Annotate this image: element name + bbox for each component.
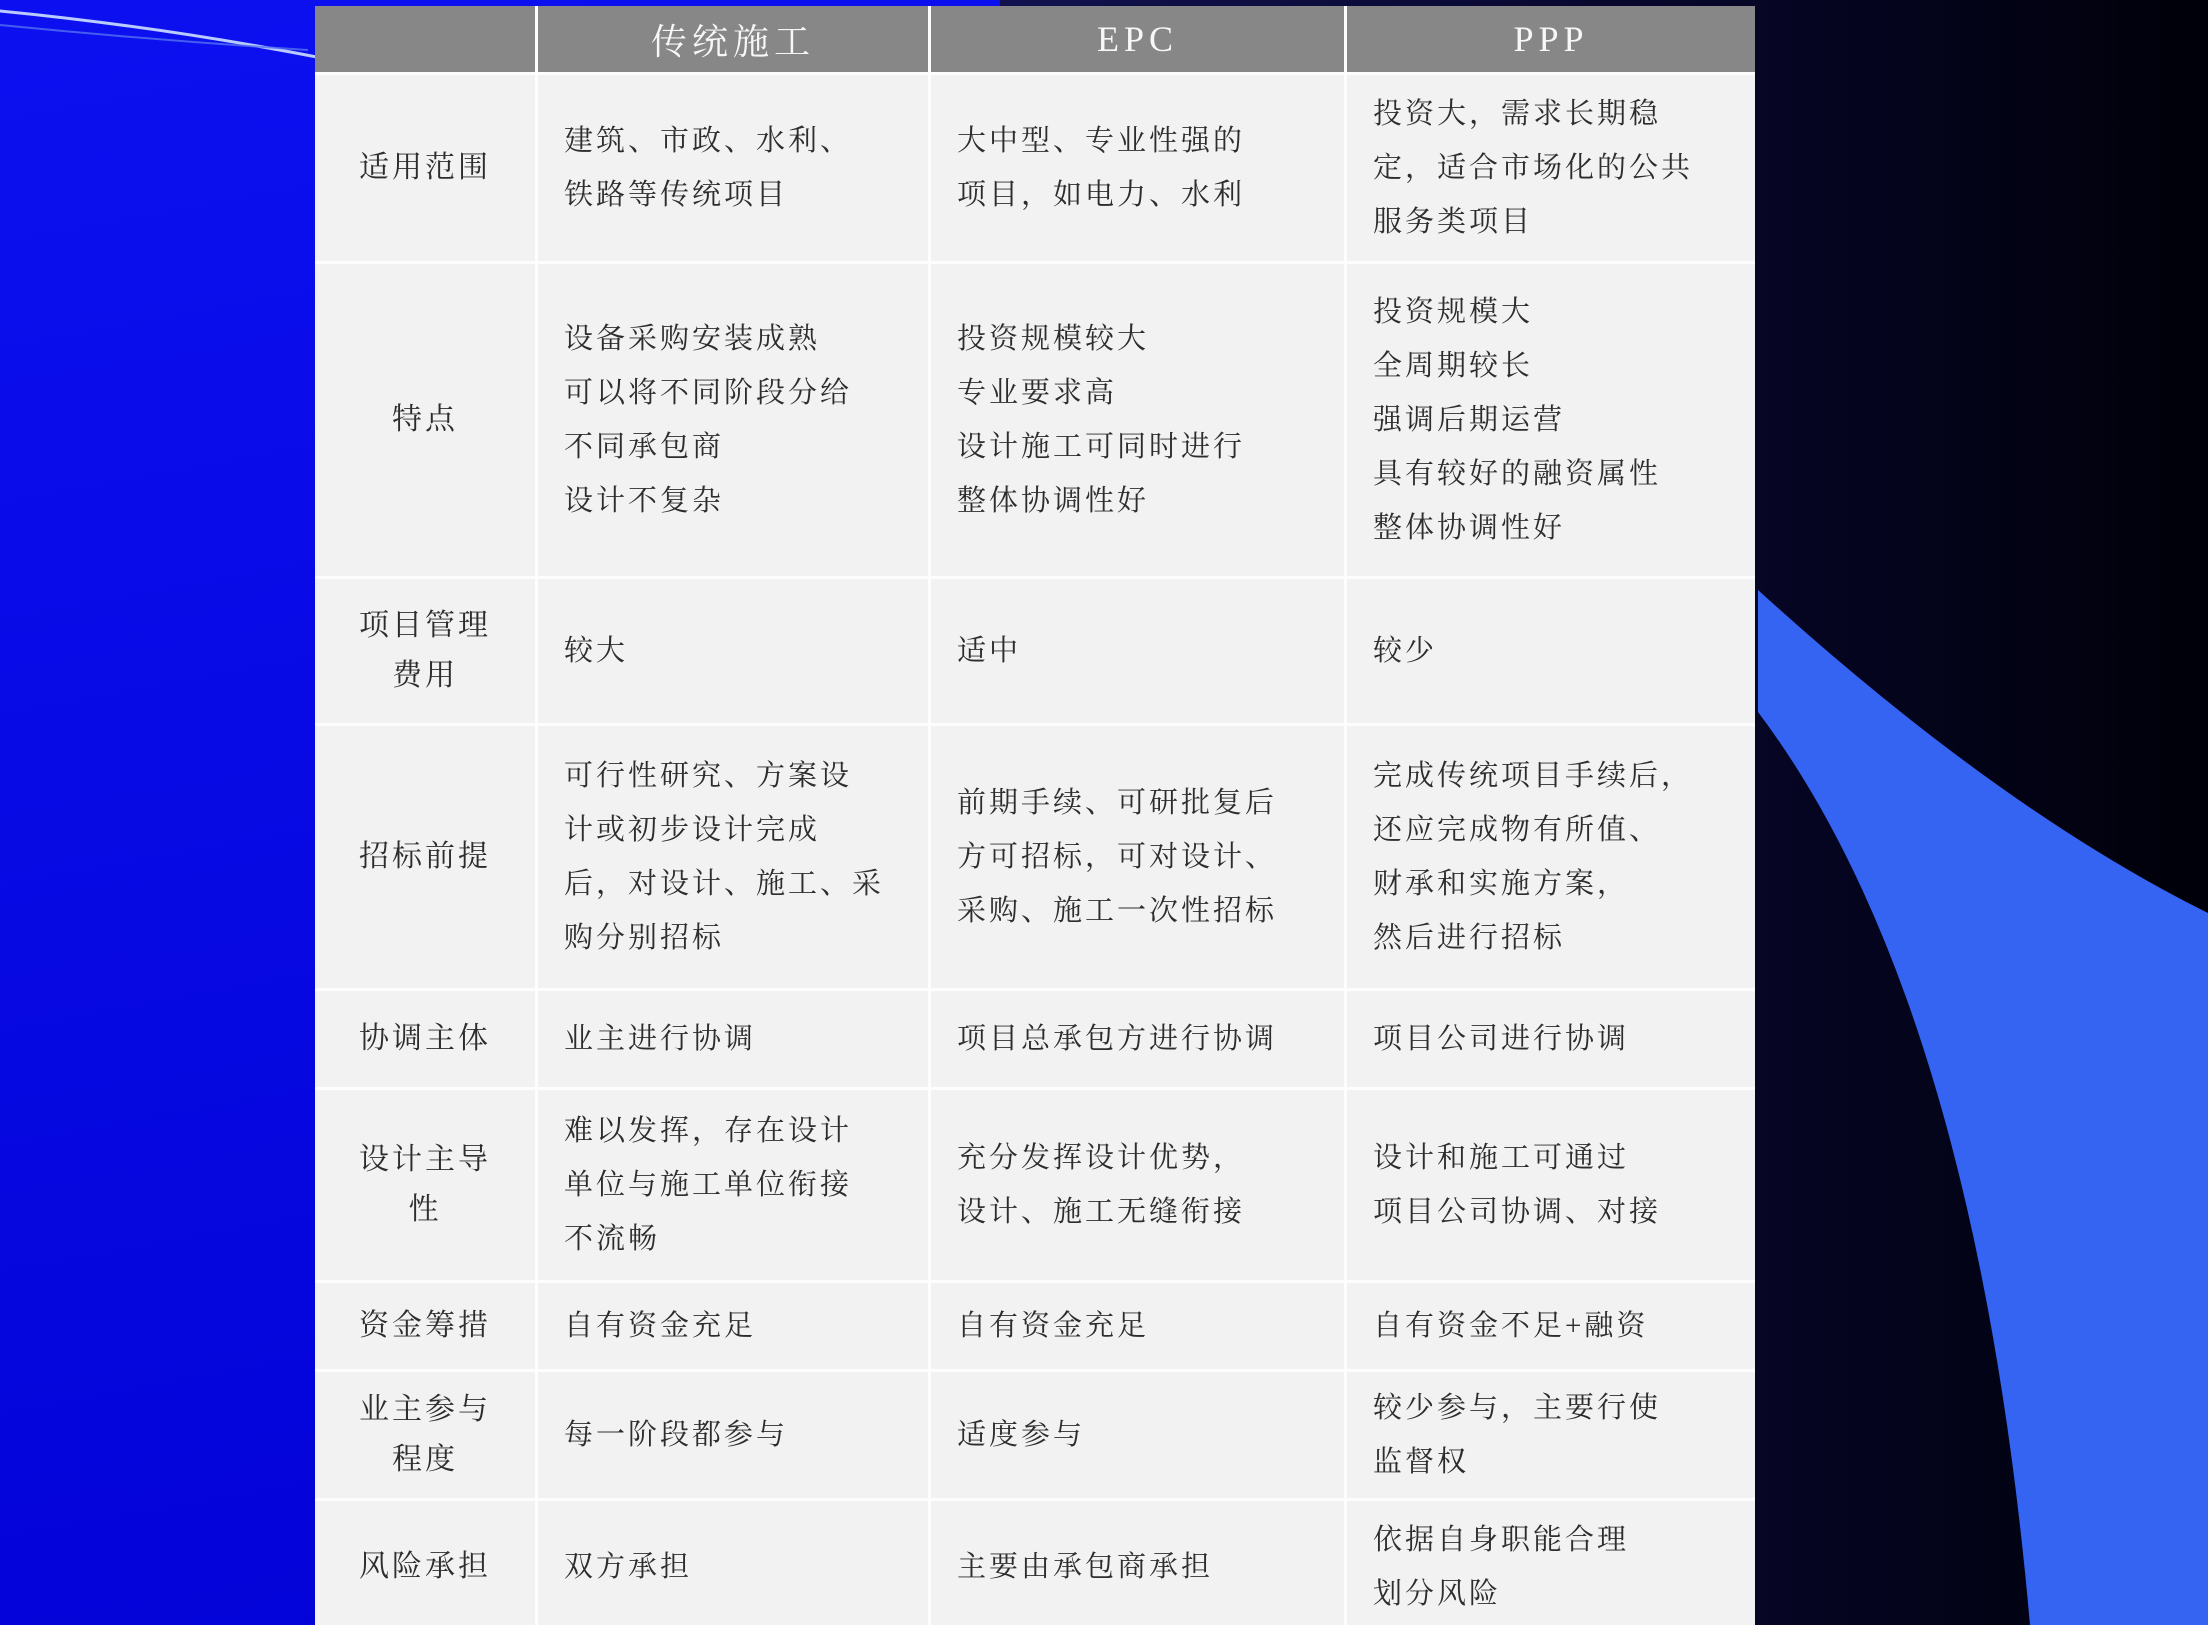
table-cell bbox=[1347, 726, 1755, 988]
cell-line: 适中 bbox=[957, 635, 1022, 667]
table-cell bbox=[1347, 1372, 1755, 1498]
cell-line: 自有资金充足 bbox=[957, 1310, 1150, 1342]
row-label bbox=[315, 75, 535, 261]
cell-line: 双方承担 bbox=[564, 1551, 693, 1583]
table-cell bbox=[931, 1283, 1344, 1369]
cell-line: 财承和实施方案， bbox=[1373, 868, 1630, 900]
row-label-line: 程度 bbox=[392, 1443, 458, 1476]
cell-line: 监督权 bbox=[1373, 1446, 1470, 1478]
row-label-line: 协调主体 bbox=[359, 1022, 491, 1055]
header-cell: 传统施工 bbox=[538, 6, 928, 72]
cell-line: 难以发挥，存在设计 bbox=[564, 1115, 853, 1147]
cell-line: 依据自身职能合理 bbox=[1373, 1524, 1630, 1556]
row-label bbox=[315, 1372, 535, 1498]
cell-line: 全周期较长 bbox=[1373, 350, 1534, 382]
row-label-line: 设计主导 bbox=[359, 1143, 491, 1176]
table-cell bbox=[1347, 1501, 1755, 1625]
row-label bbox=[315, 579, 535, 723]
cell-line: 建筑、市政、水利、 bbox=[564, 125, 853, 157]
cell-line: 投资大，需求长期稳 bbox=[1373, 98, 1662, 130]
cell-line: 完成传统项目手续后， bbox=[1373, 760, 1694, 792]
cell-line: 适度参与 bbox=[957, 1419, 1086, 1451]
table-cell bbox=[1347, 579, 1755, 723]
cell-line: 项目总承包方进行协调 bbox=[957, 1023, 1278, 1055]
table-cell bbox=[931, 1372, 1344, 1498]
cell-line: 后，对设计、施工、采 bbox=[564, 868, 885, 900]
cell-line: 不流畅 bbox=[564, 1223, 661, 1255]
cell-line: 铁路等传统项目 bbox=[564, 179, 789, 211]
table-cell bbox=[538, 75, 928, 261]
cell-line: 较大 bbox=[564, 635, 629, 667]
table-cell bbox=[538, 726, 928, 988]
cell-line: 然后进行招标 bbox=[1373, 922, 1566, 954]
header-cell: EPC bbox=[931, 6, 1344, 72]
cell-line: 自有资金不足+融资 bbox=[1373, 1310, 1649, 1342]
row-label-line: 适用范围 bbox=[359, 151, 491, 184]
table-cell bbox=[538, 264, 928, 576]
table-cell bbox=[931, 726, 1344, 988]
cell-line: 大中型、专业性强的 bbox=[957, 125, 1246, 157]
cell-line: 不同承包商 bbox=[564, 431, 725, 463]
table-cell bbox=[1347, 1090, 1755, 1280]
cell-line: 主要由承包商承担 bbox=[957, 1551, 1214, 1583]
header-cell-blank bbox=[315, 6, 535, 72]
table-cell bbox=[931, 579, 1344, 723]
cell-line: 设计和施工可通过 bbox=[1373, 1142, 1630, 1174]
table-cell bbox=[931, 75, 1344, 261]
row-label-line: 招标前提 bbox=[359, 840, 491, 873]
table-cell bbox=[931, 991, 1344, 1087]
cell-line: 投资规模大 bbox=[1373, 296, 1534, 328]
table-cell bbox=[538, 991, 928, 1087]
row-label bbox=[315, 1283, 535, 1369]
row-label-line: 风险承担 bbox=[359, 1550, 491, 1583]
cell-line: 计或初步设计完成 bbox=[564, 814, 821, 846]
cell-line: 购分别招标 bbox=[564, 922, 725, 954]
row-label-line: 资金筹措 bbox=[359, 1309, 491, 1342]
row-label bbox=[315, 1090, 535, 1280]
table-cell bbox=[538, 1090, 928, 1280]
row-label-line: 特点 bbox=[392, 403, 458, 436]
cell-line: 设计不复杂 bbox=[564, 485, 725, 517]
row-label-line: 性 bbox=[408, 1193, 442, 1226]
comparison-table bbox=[315, 6, 1755, 1625]
cell-line: 服务类项目 bbox=[1373, 206, 1534, 238]
table-cell bbox=[538, 579, 928, 723]
row-label-line: 业主参与 bbox=[359, 1393, 491, 1426]
cell-line: 还应完成物有所值、 bbox=[1373, 814, 1662, 846]
table-cell bbox=[538, 1283, 928, 1369]
cell-line: 设备采购安装成熟 bbox=[564, 323, 821, 355]
cell-line: 方可招标，可对设计、 bbox=[957, 841, 1278, 873]
cell-line: 较少参与，主要行使 bbox=[1373, 1392, 1662, 1424]
table-cell bbox=[538, 1501, 928, 1625]
table-cell bbox=[931, 1090, 1344, 1280]
row-label-line: 费用 bbox=[392, 659, 458, 692]
cell-line: 定，适合市场化的公共 bbox=[1373, 152, 1694, 184]
cell-line: 投资规模较大 bbox=[957, 323, 1150, 355]
cell-line: 具有较好的融资属性 bbox=[1373, 458, 1662, 490]
cell-line: 单位与施工单位衔接 bbox=[564, 1169, 853, 1201]
cell-line: 采购、施工一次性招标 bbox=[957, 895, 1278, 927]
cell-line: 业主进行协调 bbox=[564, 1023, 757, 1055]
cell-line: 充分发挥设计优势， bbox=[957, 1142, 1246, 1174]
table-cell bbox=[1347, 991, 1755, 1087]
cell-line: 可行性研究、方案设 bbox=[564, 760, 853, 792]
table-cell bbox=[1347, 1283, 1755, 1369]
row-label bbox=[315, 1501, 535, 1625]
cell-line: 整体协调性好 bbox=[1373, 512, 1566, 544]
cell-line: 每一阶段都参与 bbox=[564, 1419, 789, 1451]
cell-line: 可以将不同阶段分给 bbox=[564, 377, 853, 409]
cell-line: 设计、施工无缝衔接 bbox=[957, 1196, 1246, 1228]
cell-line: 项目公司进行协调 bbox=[1373, 1023, 1630, 1055]
cell-line: 设计施工可同时进行 bbox=[957, 431, 1246, 463]
table-cell bbox=[931, 264, 1344, 576]
row-label bbox=[315, 726, 535, 988]
cell-line: 整体协调性好 bbox=[957, 485, 1150, 517]
cell-line: 项目，如电力、水利 bbox=[957, 179, 1246, 211]
cell-line: 强调后期运营 bbox=[1373, 404, 1566, 436]
cell-line: 划分风险 bbox=[1373, 1578, 1502, 1610]
header-cell: PPP bbox=[1347, 6, 1755, 72]
table-cell bbox=[1347, 264, 1755, 576]
row-label-line: 项目管理 bbox=[359, 609, 491, 642]
cell-line: 专业要求高 bbox=[957, 377, 1118, 409]
table-cell bbox=[931, 1501, 1344, 1625]
cell-line: 较少 bbox=[1373, 635, 1438, 667]
table-cell bbox=[1347, 75, 1755, 261]
cell-line: 前期手续、可研批复后 bbox=[957, 787, 1278, 819]
cell-line: 自有资金充足 bbox=[564, 1310, 757, 1342]
table-cell bbox=[538, 1372, 928, 1498]
row-label bbox=[315, 991, 535, 1087]
row-label bbox=[315, 264, 535, 576]
cell-line: 项目公司协调、对接 bbox=[1373, 1196, 1662, 1228]
